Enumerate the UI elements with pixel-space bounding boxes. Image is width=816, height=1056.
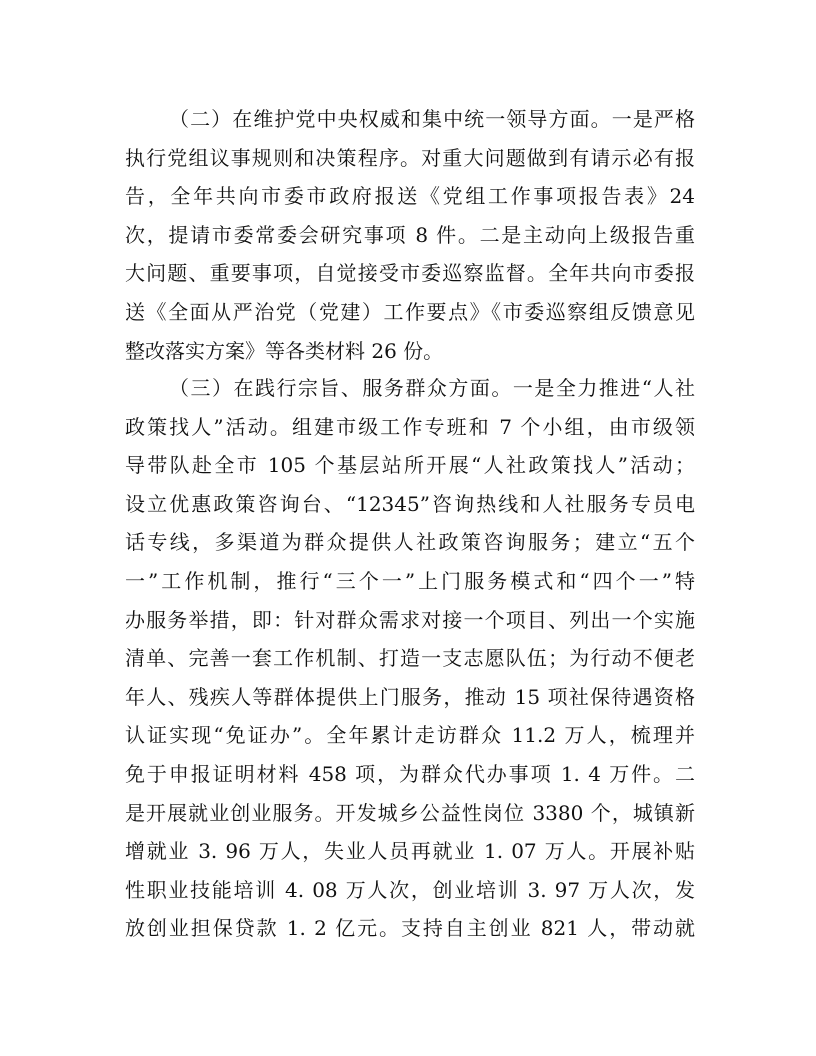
paragraph-line: 认证实现“免证办”。全年累计走访群众 11.2 万人，梳理并	[125, 723, 695, 748]
paragraph-line: 执行党组议事规则和决策程序。对重大问题做到有请示必有报	[125, 145, 695, 170]
paragraph-serving-masses	[125, 369, 695, 948]
paragraph-line: 政策找人”活动。组建市级工作专班和 7 个小组，由市级领	[125, 414, 695, 439]
paragraph-line: 是开展就业创业服务。开发城乡公益性岗位 3380 个，城镇新	[125, 800, 695, 825]
paragraph-line: 增就业 3. 96 万人，失业人员再就业 1. 07 万人。开展补贴	[125, 839, 695, 864]
paragraph-line: 免于申报证明材料 458 项，为群众代办事项 1. 4 万件。二	[125, 761, 695, 786]
paragraph-line: 一”工作机制，推行“三个一”上门服务模式和“四个一”特	[125, 568, 695, 593]
paragraph-party-leadership	[125, 100, 695, 370]
paragraph-line: 送《全面从严治党（党建）工作要点》《市委巡察组反馈意见	[125, 299, 695, 324]
paragraph-line: 清单、完善一套工作机制、打造一支志愿队伍；为行动不便老	[125, 646, 695, 671]
paragraph-line: 办服务举措，即：针对群众需求对接一个项目、列出一个实施	[125, 607, 695, 632]
paragraph-line: （三）在践行宗旨、服务群众方面。一是全力推进“人社	[169, 376, 695, 400]
paragraph-line: 放创业担保贷款 1. 2 亿元。支持自主创业 821 人，带动就	[125, 916, 695, 941]
paragraph-line: 次，提请市委常委会研究事项 8 件。二是主动向上级报告重	[125, 222, 695, 247]
paragraph-line: 导带队赴全市 105 个基层站所开展“人社政策找人”活动；	[125, 453, 695, 478]
paragraph-line: 年人、残疾人等群体提供上门服务，推动 15 项社保待遇资格	[125, 684, 695, 709]
paragraph-line: 大问题、重要事项，自觉接受市委巡察监督。全年共向市委报	[125, 261, 695, 286]
paragraph-line: 话专线，多渠道为群众提供人社政策咨询服务；建立“五个	[125, 530, 695, 555]
paragraph-line: （二）在维护党中央权威和集中统一领导方面。一是严格	[169, 107, 695, 131]
paragraph-line: 性职业技能培训 4. 08 万人次，创业培训 3. 97 万人次，发	[125, 877, 695, 902]
paragraph-line: 设立优惠政策咨询台、“12345”咨询热线和人社服务专员电	[125, 491, 695, 516]
paragraph-line: 告，全年共向市委市政府报送《党组工作事项报告表》24	[125, 184, 695, 209]
paragraph-line: 整改落实方案》等各类材料 26 份。	[125, 338, 444, 363]
